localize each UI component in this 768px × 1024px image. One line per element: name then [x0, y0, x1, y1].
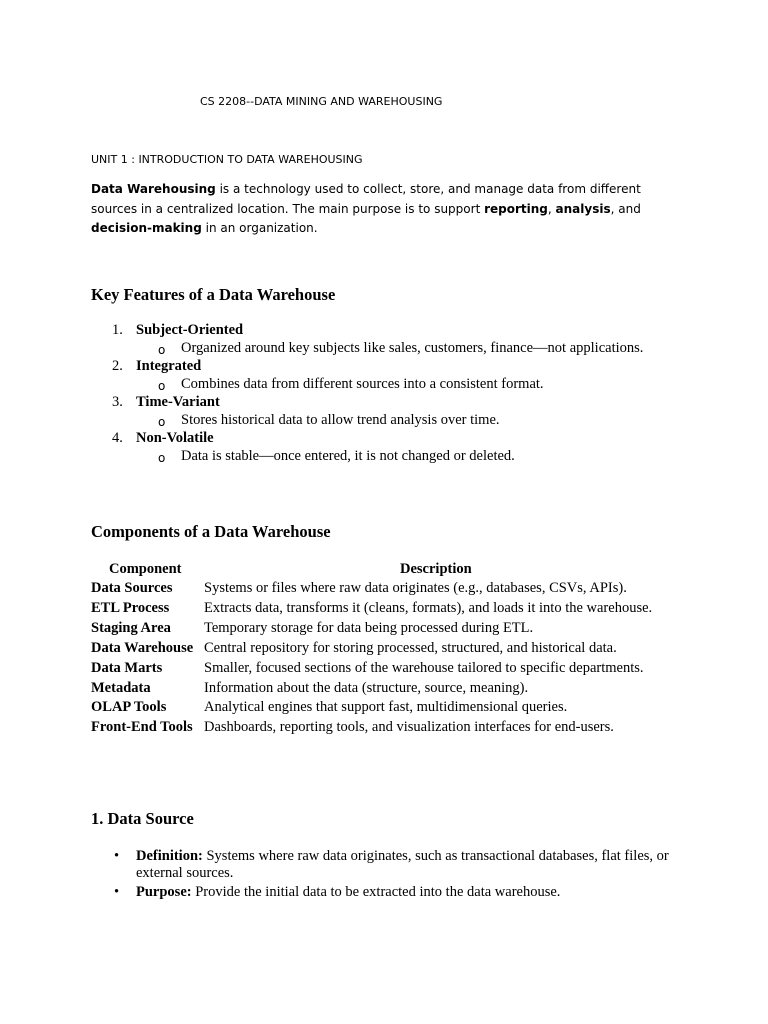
features-heading: Key Features of a Data Warehouse — [91, 285, 336, 304]
circle-bullet-icon: o — [158, 343, 166, 357]
bullet-label: Definition: — [136, 848, 203, 864]
list-item — [136, 848, 696, 882]
feature-title: Time-Variant — [136, 394, 220, 410]
component-name: OLAP Tools — [91, 699, 167, 715]
feature-description: Combines data from different sources into a consistent format. — [181, 376, 544, 392]
component-name: Data Marts — [91, 660, 163, 676]
feature-number: 2. — [112, 358, 123, 374]
intro-term: Data Warehousing — [91, 182, 216, 196]
component-name: Data Sources — [91, 580, 173, 596]
feature-title: Non-Volatile — [136, 430, 214, 446]
component-description: Central repository for storing processed, structured, and historical data. — [204, 640, 617, 656]
bullet-label: Purpose: — [136, 884, 192, 900]
bullet-text: Systems where raw data originates, such as transactional databases, flat files, or external sources. — [136, 848, 669, 881]
feature-number: 3. — [112, 394, 123, 410]
feature-description: Organized around key subjects like sales, customers, finance—not applications. — [181, 340, 644, 356]
components-heading: Components of a Data Warehouse — [91, 522, 331, 541]
feature-description: Stores historical data to allow trend analysis over time. — [181, 412, 500, 428]
intro-text-end: in an organization. — [201, 221, 318, 235]
component-name: Data Warehouse — [91, 640, 194, 656]
component-name: ETL Process — [91, 600, 170, 616]
feature-number: 4. — [112, 430, 123, 446]
intro-separator: , — [547, 201, 556, 216]
component-description: Temporary storage for data being processed during ETL. — [204, 620, 534, 636]
intro-keyword-decision-making: decision-making — [91, 221, 202, 235]
component-description: Dashboards, reporting tools, and visualization interfaces for end-users. — [204, 719, 614, 735]
column-header-description: Description — [400, 561, 472, 577]
intro-separator: , and — [610, 201, 641, 216]
component-description: Systems or files where raw data originates (e.g., databases, CSVs, APIs). — [204, 580, 627, 596]
component-name: Metadata — [91, 680, 151, 696]
feature-title: Subject-Oriented — [136, 322, 244, 338]
circle-bullet-icon: o — [158, 415, 166, 429]
circle-bullet-icon: o — [158, 451, 166, 465]
bullet-text: Provide the initial data to be extracted into the data warehouse. — [191, 884, 561, 900]
intro-paragraph — [91, 180, 681, 239]
feature-description: Data is stable—once entered, it is not changed or deleted. — [181, 448, 515, 464]
circle-bullet-icon: o — [158, 379, 166, 393]
intro-keyword-analysis: analysis — [555, 201, 611, 216]
column-header-component: Component — [109, 561, 182, 577]
unit-title: UNIT 1 : INTRODUCTION TO DATA WAREHOUSING — [91, 153, 363, 166]
course-title: CS 2208--DATA MINING AND WAREHOUSING — [200, 95, 443, 108]
bullet-icon: • — [114, 848, 120, 864]
data-source-heading: 1. Data Source — [91, 809, 194, 828]
bullet-icon: • — [114, 884, 120, 900]
component-name: Front-End Tools — [91, 719, 193, 735]
component-description: Analytical engines that support fast, multidimensional queries. — [204, 699, 568, 715]
feature-number: 1. — [112, 322, 123, 338]
feature-title: Integrated — [136, 358, 202, 374]
component-description: Information about the data (structure, source, meaning). — [204, 680, 529, 696]
component-description: Smaller, focused sections of the warehouse tailored to specific departments. — [204, 660, 644, 676]
component-description: Extracts data, transforms it (cleans, formats), and loads it into the warehouse. — [204, 600, 653, 616]
list-item — [136, 884, 696, 901]
intro-text: is a technology used to collect, store, and manage data from different sources in a centralized location. The main purpose is to support — [91, 182, 641, 216]
intro-keyword-reporting: reporting — [484, 201, 548, 216]
component-name: Staging Area — [91, 620, 171, 636]
